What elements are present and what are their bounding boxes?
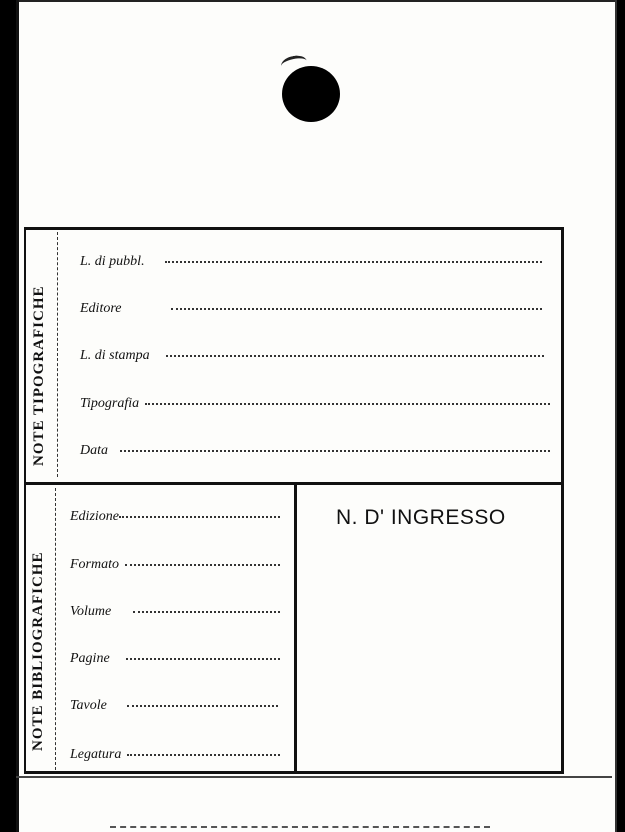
field-fill-line[interactable] — [127, 704, 278, 707]
field-label: Formato — [70, 557, 119, 572]
field-fill-line[interactable] — [165, 260, 542, 263]
field-luogo-stampa[interactable] — [80, 348, 544, 364]
field-label: Tavole — [70, 698, 107, 713]
field-formato[interactable] — [70, 557, 280, 573]
field-tavole[interactable] — [70, 698, 278, 714]
card-top-edge — [19, 0, 615, 2]
field-fill-line[interactable] — [145, 402, 550, 405]
field-edizione[interactable] — [70, 509, 280, 525]
field-fill-line[interactable] — [120, 449, 550, 452]
punch-hole — [282, 66, 340, 122]
field-label: Legatura — [70, 747, 122, 762]
field-label: Editore — [80, 301, 122, 316]
field-label: Pagine — [70, 651, 110, 666]
scan-bottom-artifact — [110, 826, 490, 830]
field-label: L. di stampa — [80, 348, 150, 363]
field-label: Edizione — [70, 509, 119, 524]
field-editore[interactable] — [80, 301, 542, 317]
field-pagine[interactable] — [70, 651, 280, 667]
field-label: L. di pubbl. — [80, 254, 145, 269]
field-label: Volume — [70, 604, 112, 619]
field-label: Data — [80, 443, 108, 458]
field-data[interactable] — [80, 443, 550, 459]
ingresso-divider — [294, 485, 297, 772]
field-label: Tipografia — [80, 396, 140, 411]
field-fill-line[interactable] — [133, 610, 280, 613]
section-label-tipografiche: NOTE TIPOGRAFICHE — [31, 285, 47, 466]
card-bottom-rule — [16, 776, 612, 778]
field-fill-line[interactable] — [166, 354, 544, 357]
field-tipografia[interactable] — [80, 396, 550, 412]
field-fill-line[interactable] — [171, 307, 542, 310]
field-legatura[interactable] — [70, 747, 280, 763]
numero-ingresso-label: N. D' INGRESSO — [336, 506, 506, 529]
field-luogo-pubblicazione[interactable] — [80, 254, 542, 270]
field-volume[interactable] — [70, 604, 280, 620]
section-label-bibliografiche: NOTE BIBLIOGRAFICHE — [30, 551, 46, 751]
field-fill-line[interactable] — [127, 753, 280, 756]
field-fill-line[interactable] — [125, 563, 280, 566]
bibliografiche-label-divider — [55, 488, 58, 770]
field-fill-line[interactable] — [126, 657, 280, 660]
tipografiche-label-divider — [57, 232, 60, 477]
field-fill-line[interactable] — [119, 515, 280, 518]
